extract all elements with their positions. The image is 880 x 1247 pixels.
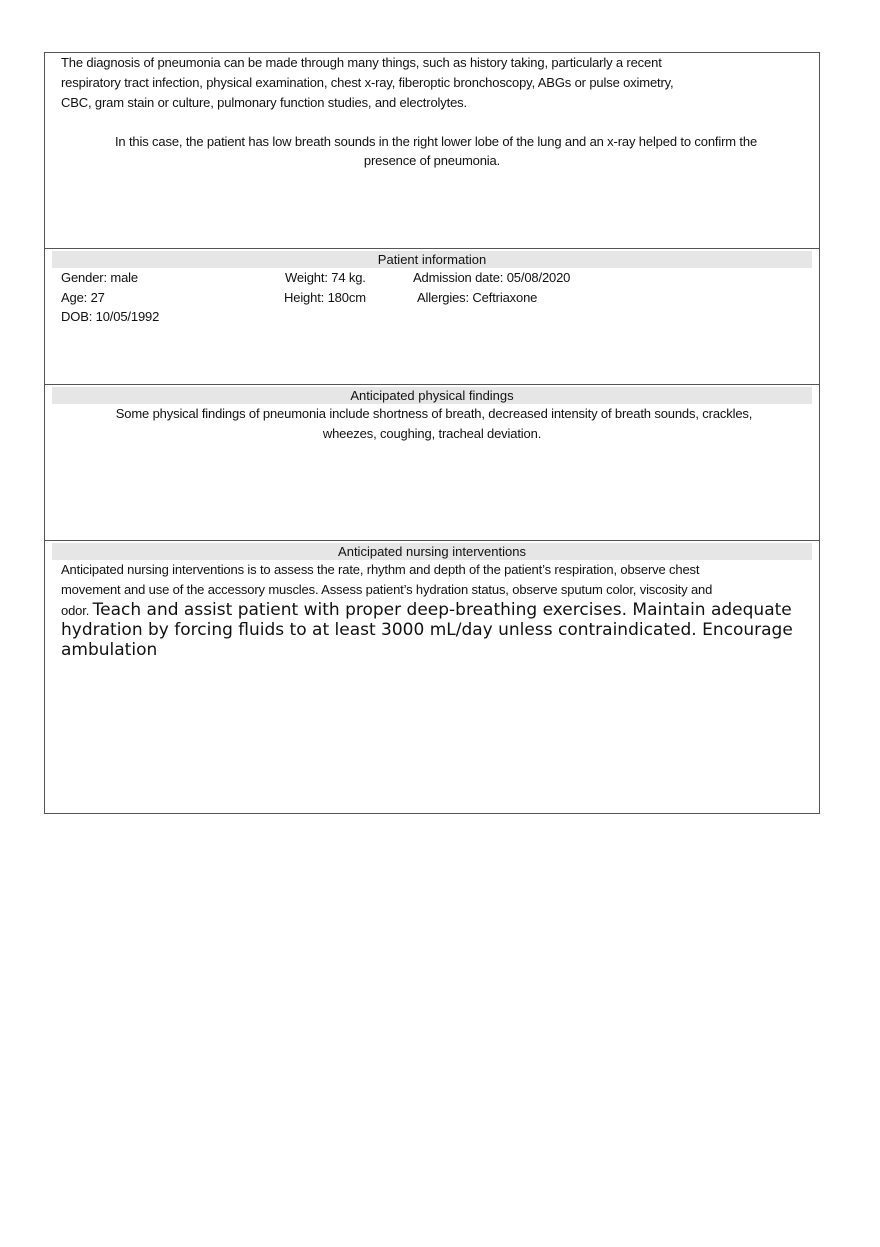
diagnosis-line: The diagnosis of pneumonia can be made through many things, such as history taking, particularly a recent [61, 55, 662, 70]
case-line: In this case, the patient has low breath sounds in the right lower lobe of the lung and an x-ray helped to confirm the [114, 134, 758, 149]
weight: Weight: 74 kg. [285, 270, 366, 285]
age: Age: 27 [61, 290, 105, 305]
physical-findings-header: Anticipated physical findings [52, 387, 812, 404]
nursing-big-line: hydration by forcing fluids to at least 3000 mL/day unless contraindicated. Encourage [61, 620, 793, 640]
nursing-line-big: Teach and assist patient with proper deep-breathing exercises. Maintain adequate [92, 600, 792, 620]
allergies: Allergies: Ceftriaxone [417, 290, 538, 305]
row-divider [44, 384, 820, 385]
row-divider [44, 248, 820, 249]
diagnosis-line: CBC, gram stain or culture, pulmonary function studies, and electrolytes. [61, 95, 467, 110]
case-line: presence of pneumonia. [363, 153, 501, 168]
patient-info-header: Patient information [52, 251, 812, 268]
findings-line: Some physical findings of pneumonia include shortness of breath, decreased intensity of breath sounds, crackles, [115, 406, 753, 421]
nursing-line: Anticipated nursing interventions is to assess the rate, rhythm and depth of the patient’s respiration, observe chest [61, 562, 700, 577]
nursing-big-line: ambulation [61, 640, 158, 660]
nursing-header: Anticipated nursing interventions [52, 543, 812, 560]
dob: DOB: 10/05/1992 [61, 309, 160, 324]
nursing-line-small: odor. [61, 603, 90, 618]
height: Height: 180cm [284, 290, 366, 305]
nursing-line: movement and use of the accessory muscles. Assess patient’s hydration status, observe sputum color, viscosity and [61, 582, 713, 597]
gender: Gender: male [61, 270, 138, 285]
diagnosis-line: respiratory tract infection, physical examination, chest x-ray, fiberoptic bronchoscopy, ABGs or pulse oximetry, [61, 75, 674, 90]
admission-date: Admission date: 05/08/2020 [413, 270, 571, 285]
findings-line: wheezes, coughing, tracheal deviation. [322, 426, 542, 441]
row-divider [44, 540, 820, 541]
